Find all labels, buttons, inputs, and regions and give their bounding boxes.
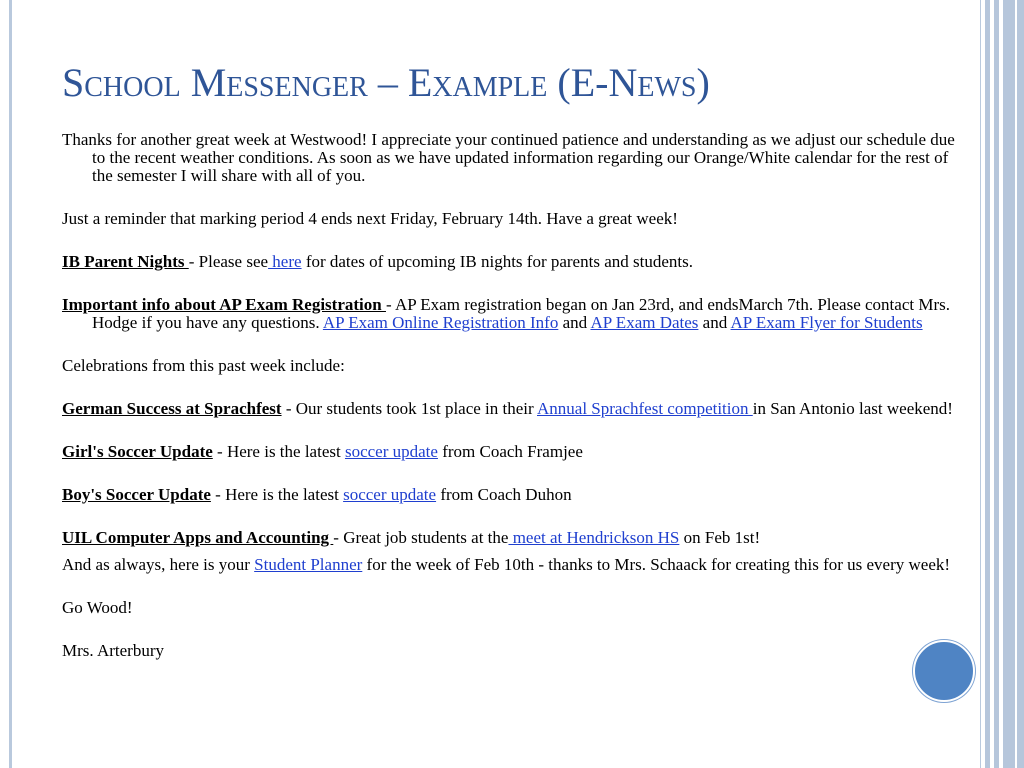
german-text-end: in San Antonio last weekend! xyxy=(752,399,953,418)
ap-exam-dates-link[interactable]: AP Exam Dates xyxy=(590,313,699,332)
ap-registration-info-link[interactable]: AP Exam Online Registration Info xyxy=(322,313,559,332)
boys-soccer-text: - Here is the latest xyxy=(210,485,344,504)
slide-title: School Messenger – Example (E-News) xyxy=(62,60,710,105)
girls-soccer-update-link[interactable]: soccer update xyxy=(344,442,438,461)
sprachfest-link[interactable]: Annual Sprachfest competition xyxy=(537,399,753,418)
girls-soccer-text: - Here is the latest xyxy=(212,442,345,461)
german-heading: German Success at Sprachfest xyxy=(62,399,282,418)
intro-paragraph: Thanks for another great week at Westwood! I appreciate your continued patience and understanding as we adjust our schedule due to the recent weather conditions. As soon as we have updated information regarding our Orange/White calendar for the rest of the semester I will share with all of you. xyxy=(62,130,955,185)
uil-paragraph xyxy=(62,529,968,547)
planner-text: And as always, here is your xyxy=(62,555,255,574)
uil-text: - Great job students at the xyxy=(333,528,509,547)
ib-here-link[interactable]: here xyxy=(268,252,302,271)
ap-text: - AP Exam registration began on Jan 23rd, and endsMarch 7th. Please contact Mrs. Hodge if you have any questions. xyxy=(92,295,950,332)
closing-paragraph: Go Wood! xyxy=(62,598,133,617)
girls-soccer-paragraph xyxy=(62,443,968,461)
slide-body xyxy=(62,131,968,685)
ib-paragraph xyxy=(62,253,968,271)
decorative-stripes xyxy=(981,0,1024,768)
signature-paragraph: Mrs. Arterbury xyxy=(62,641,164,660)
planner-text-end: for the week of Feb 10th - thanks to Mrs. Schaack for creating this for us every week! xyxy=(362,555,951,574)
girls-soccer-heading: Girl's Soccer Update xyxy=(62,442,213,461)
hendrickson-meet-link[interactable]: meet at Hendrickson HS xyxy=(508,528,680,547)
ap-and-text-2: and xyxy=(698,313,731,332)
ap-and-text: and xyxy=(558,313,591,332)
boys-soccer-heading: Boy's Soccer Update xyxy=(62,485,211,504)
girls-soccer-text-end: from Coach Framjee xyxy=(437,442,583,461)
boys-soccer-paragraph xyxy=(62,486,968,504)
uil-heading: UIL Computer Apps and Accounting xyxy=(62,528,334,547)
uil-text-end: on Feb 1st! xyxy=(679,528,761,547)
ap-flyer-link[interactable]: AP Exam Flyer for Students xyxy=(730,313,923,332)
ap-paragraph xyxy=(62,296,968,332)
celebrations-paragraph: Celebrations from this past week include: xyxy=(62,356,345,375)
ib-text: - Please see xyxy=(188,252,269,271)
german-paragraph xyxy=(62,400,968,418)
boys-soccer-update-link[interactable]: soccer update xyxy=(343,485,437,504)
planner-paragraph xyxy=(62,556,968,574)
ib-text-end: for dates of upcoming IB nights for parents and students. xyxy=(301,252,693,271)
ib-heading: IB Parent Nights xyxy=(62,252,189,271)
reminder-paragraph: Just a reminder that marking period 4 ends next Friday, February 14th. Have a great week! xyxy=(62,209,678,228)
german-text: - Our students took 1st place in their xyxy=(281,399,537,418)
student-planner-link[interactable]: Student Planner xyxy=(254,555,363,574)
ap-heading: Important info about AP Exam Registration xyxy=(62,295,386,314)
decorative-circle xyxy=(913,640,975,702)
boys-soccer-text-end: from Coach Duhon xyxy=(436,485,572,504)
